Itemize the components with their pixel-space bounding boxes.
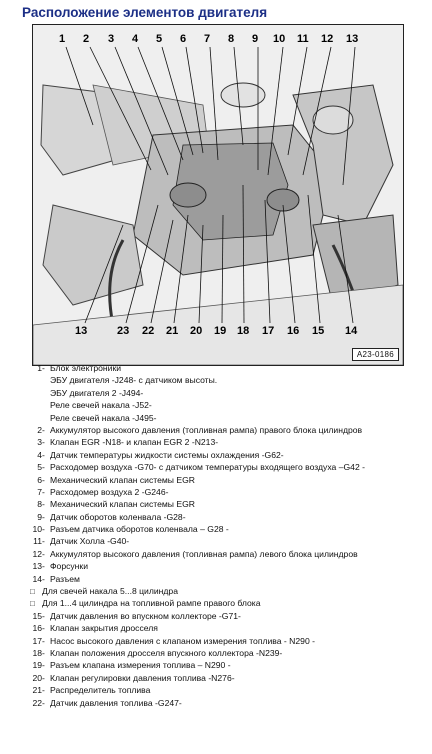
legend-num: 13 (32, 561, 42, 572)
callout-bottom-15: 15 (312, 325, 325, 337)
legend-text: Клапан EGR -N18- и клапан EGR 2 -N213- (50, 437, 219, 448)
legend-num: 15 (32, 610, 42, 621)
legend-num: 19 (32, 660, 42, 671)
legend-row: 9- Датчик оборотов коленвала -G28- (8, 511, 432, 523)
legend-row: 3- Клапан EGR -N18- и клапан EGR 2 -N213- (8, 436, 432, 448)
legend-row: 6- Механический клапан системы EGR (8, 474, 432, 486)
legend-num: 2 (37, 424, 42, 435)
legend-row: 8- Механический клапан системы EGR (8, 498, 432, 510)
callout-bottom-20: 20 (190, 325, 203, 337)
callout-bottom-17: 17 (262, 325, 275, 337)
callout-2: 2 (83, 33, 90, 45)
legend-num: 3 (37, 437, 42, 448)
callout-8: 8 (228, 33, 235, 45)
legend-row: 4- Датчик температуры жидкости системы охлаждения -G62- (8, 449, 432, 461)
legend-num: 7 (37, 486, 42, 497)
legend-num: 20 (32, 672, 42, 683)
legend-text: Клапан положения дросселя впускного коллектора -N239- (50, 647, 283, 658)
legend-row: 20- Клапан регулировки давления топлива -N276- (8, 672, 432, 684)
legend-num: 10 (32, 524, 42, 535)
legend-text: Распределитель топлива (50, 685, 151, 696)
legend-row (8, 374, 432, 386)
legend-num: 22 (32, 697, 42, 708)
legend-num: 8 (37, 499, 42, 510)
legend-text: Датчик оборотов коленвала -G28- (50, 511, 186, 522)
legend-row: 1- Блок электроники (8, 362, 432, 374)
legend-row: 12- Аккумулятор высокого давления (топливная рампа) левого блока цилиндров (8, 548, 432, 560)
legend-num: 18 (32, 647, 42, 658)
legend-num: 6 (37, 474, 42, 485)
figure-code: A23-0186 (352, 348, 399, 361)
callout-12: 12 (321, 33, 334, 45)
callout-bottom-16: 16 (287, 325, 300, 337)
page-title: Расположение элементов двигателя (22, 5, 268, 20)
legend-row: 15- Датчик давления во впускном коллекторе -G71- (8, 610, 432, 622)
callout-5: 5 (156, 33, 163, 45)
legend-row: 10- Разъем датчика оборотов коленвала – G28 - (8, 523, 432, 535)
legend-text: Разъем клапана измерения топлива – N290 - (50, 660, 231, 671)
legend-text: Аккумулятор высокого давления (топливная рампа) левого блока цилиндров (50, 548, 358, 559)
legend-row: 18- Клапан положения дросселя впускного коллектора -N239- (8, 647, 432, 659)
callout-11: 11 (297, 33, 309, 45)
legend-text: Клапан закрытия дросселя (50, 623, 158, 634)
legend-text: Для 1...4 цилиндра на топливной рампе правого блока (42, 598, 261, 609)
callout-13: 13 (346, 33, 359, 45)
legend-text: Механический клапан системы EGR (50, 499, 195, 510)
callout-bottom-14: 14 (345, 325, 358, 337)
legend-text: Реле свечей накала -J52- (50, 400, 152, 411)
legend-text: Аккумулятор высокого давления (топливная рампа) правого блока цилиндров (50, 424, 363, 435)
legend-text: Форсунки (50, 561, 88, 572)
callout-10: 10 (273, 33, 286, 45)
callout-3: 3 (108, 33, 115, 45)
callout-bottom-23: 23 (117, 325, 130, 337)
legend-num: 9 (37, 511, 42, 522)
callout-bottom-22: 22 (142, 325, 155, 337)
legend-row: 19- Разъем клапана измерения топлива – N290 - (8, 659, 432, 671)
legend-text: Насос высокого давления с клапаном измерения топлива - N290 - (50, 635, 315, 646)
square-bullet-icon: □ (30, 599, 35, 609)
legend-num: 11 (33, 536, 42, 547)
legend-num: 14 (32, 573, 42, 584)
callout-bottom-21: 21 (166, 325, 179, 337)
legend-row: 21- Распределитель топлива (8, 684, 432, 696)
callout-9: 9 (252, 33, 259, 45)
engine-diagram (32, 24, 404, 366)
legend-section-row (8, 597, 432, 609)
legend-num: 16 (32, 623, 42, 634)
legend-text: Датчик температуры жидкости системы охлаждения -G62- (50, 449, 284, 460)
legend-text: Механический клапан системы EGR (50, 474, 195, 485)
legend-row: 5- Расходомер воздуха -G70- с датчиком температуры входящего воздуха –G42 - (8, 461, 432, 473)
legend-num: 17 (32, 635, 42, 646)
callout-bottom-19: 19 (214, 325, 227, 337)
legend-text: Датчик давления топлива -G247- (50, 697, 182, 708)
legend-row: 22- Датчик давления топлива -G247- (8, 697, 432, 709)
legend-row: 11- Датчик Холла -G40- (8, 535, 432, 547)
callout-6: 6 (180, 33, 187, 45)
legend-row: 17- Насос высокого давления с клапаном измерения топлива - N290 - (8, 635, 432, 647)
legend-text: Разъем датчика оборотов коленвала – G28 - (50, 524, 229, 535)
legend-text: Блок электроники (50, 363, 122, 373)
legend-num: 5 (37, 462, 42, 473)
square-bullet-icon: □ (30, 587, 35, 597)
callout-1: 1 (59, 33, 66, 45)
legend-text: ЭБУ двигателя 2 -J494- (50, 387, 144, 398)
callout-4: 4 (132, 33, 139, 45)
callout-bottom-18: 18 (237, 325, 250, 337)
legend-section-row (8, 585, 432, 597)
legend-num: 4 (37, 449, 42, 460)
legend (8, 362, 432, 709)
legend-num: 21 (32, 685, 42, 696)
legend-row: 2- Аккумулятор высокого давления (топливная рампа) правого блока цилиндров (8, 424, 432, 436)
legend-text: Датчик давления во впускном коллекторе -G71- (50, 610, 241, 621)
callout-7: 7 (204, 33, 211, 45)
legend-text: ЭБУ двигателя -J248- с датчиком высоты. (50, 375, 218, 386)
legend-text: Клапан регулировки давления топлива -N276- (50, 672, 235, 683)
legend-row (8, 387, 432, 399)
legend-text: Реле свечей накала -J495- (50, 412, 157, 423)
legend-text: Расходомер воздуха -G70- с датчиком температуры входящего воздуха –G42 - (50, 462, 365, 473)
legend-text: Разъем (50, 573, 80, 584)
legend-row (8, 399, 432, 411)
legend-row (8, 412, 432, 424)
legend-text: Расходомер воздуха 2 -G246- (50, 486, 169, 497)
legend-row: 7- Расходомер воздуха 2 -G246- (8, 486, 432, 498)
legend-num: 1 (37, 363, 42, 373)
legend-text: Датчик Холла -G40- (50, 536, 130, 547)
legend-row: 16- Клапан закрытия дросселя (8, 622, 432, 634)
legend-text: Для свечей накала 5...8 цилиндра (42, 586, 178, 597)
legend-row: 13- Форсунки (8, 560, 432, 572)
legend-row: 14- Разъем (8, 573, 432, 585)
engine-illustration (33, 25, 403, 365)
callout-bottom-13: 13 (75, 325, 88, 337)
legend-num: 12 (32, 548, 42, 559)
